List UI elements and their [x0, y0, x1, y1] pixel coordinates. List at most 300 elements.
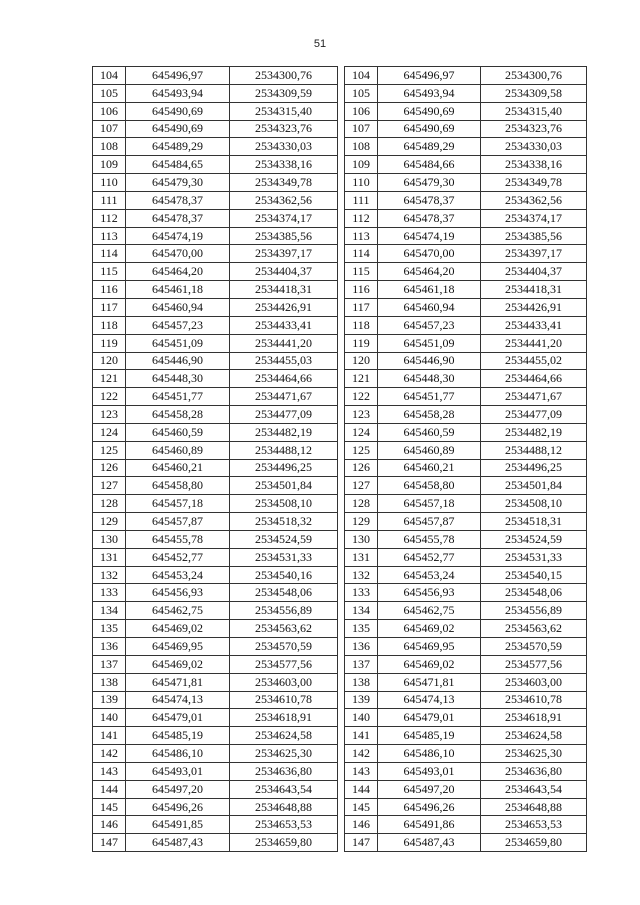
point-number-cell: 118 [93, 316, 126, 334]
table-row [345, 834, 587, 852]
table-row [345, 566, 587, 584]
x-coordinate-cell: 645460,89 [378, 441, 481, 459]
x-coordinate-cell: 645453,24 [378, 566, 481, 584]
point-number-cell: 142 [345, 745, 378, 763]
x-coordinate-cell: 645456,93 [126, 584, 230, 602]
x-coordinate-cell: 645457,23 [126, 316, 230, 334]
y-coordinate-cell: 2534625,30 [481, 745, 587, 763]
point-number-cell: 121 [93, 370, 126, 388]
table-row [345, 138, 587, 156]
table-row [345, 762, 587, 780]
x-coordinate-cell: 645446,90 [126, 352, 230, 370]
y-coordinate-cell: 2534648,88 [230, 798, 338, 816]
x-coordinate-cell: 645451,09 [126, 334, 230, 352]
x-coordinate-cell: 645493,01 [378, 762, 481, 780]
table-row [93, 370, 338, 388]
y-coordinate-cell: 2534488,12 [481, 441, 587, 459]
point-number-cell: 134 [345, 602, 378, 620]
point-number-cell: 129 [93, 513, 126, 531]
point-number-cell: 134 [93, 602, 126, 620]
table-row [345, 798, 587, 816]
point-number-cell: 120 [345, 352, 378, 370]
y-coordinate-cell: 2534404,37 [230, 263, 338, 281]
point-number-cell: 139 [345, 691, 378, 709]
table-row [93, 156, 338, 174]
y-coordinate-cell: 2534464,66 [481, 370, 587, 388]
y-coordinate-cell: 2534570,59 [481, 638, 587, 656]
table-row [345, 530, 587, 548]
y-coordinate-cell: 2534385,56 [230, 227, 338, 245]
y-coordinate-cell: 2534577,56 [230, 655, 338, 673]
y-coordinate-cell: 2534496,25 [481, 459, 587, 477]
x-coordinate-cell: 645458,28 [126, 406, 230, 424]
x-coordinate-cell: 645471,81 [126, 673, 230, 691]
table-row [93, 530, 338, 548]
point-number-cell: 122 [345, 388, 378, 406]
x-coordinate-cell: 645490,69 [378, 102, 481, 120]
table-row [345, 334, 587, 352]
table-row [93, 709, 338, 727]
y-coordinate-cell: 2534508,10 [481, 495, 587, 513]
x-coordinate-cell: 645457,87 [378, 513, 481, 531]
point-number-cell: 104 [93, 67, 126, 85]
table-row [345, 370, 587, 388]
y-coordinate-cell: 2534385,56 [481, 227, 587, 245]
x-coordinate-cell: 645469,02 [126, 620, 230, 638]
x-coordinate-cell: 645496,26 [126, 798, 230, 816]
point-number-cell: 128 [93, 495, 126, 513]
table-row [345, 513, 587, 531]
x-coordinate-cell: 645460,21 [378, 459, 481, 477]
y-coordinate-cell: 2534636,80 [230, 762, 338, 780]
point-number-cell: 130 [345, 530, 378, 548]
x-coordinate-cell: 645446,90 [378, 352, 481, 370]
point-number-cell: 126 [93, 459, 126, 477]
x-coordinate-cell: 645486,10 [378, 745, 481, 763]
point-number-cell: 145 [345, 798, 378, 816]
point-number-cell: 106 [345, 102, 378, 120]
y-coordinate-cell: 2534603,00 [230, 673, 338, 691]
point-number-cell: 111 [345, 191, 378, 209]
table-row [345, 477, 587, 495]
y-coordinate-cell: 2534441,20 [230, 334, 338, 352]
point-number-cell: 112 [345, 209, 378, 227]
y-coordinate-cell: 2534548,06 [481, 584, 587, 602]
y-coordinate-cell: 2534625,30 [230, 745, 338, 763]
y-coordinate-cell: 2534374,17 [481, 209, 587, 227]
y-coordinate-cell: 2534659,80 [481, 834, 587, 852]
y-coordinate-cell: 2534418,31 [230, 281, 338, 299]
x-coordinate-cell: 645485,19 [378, 727, 481, 745]
point-number-cell: 124 [93, 423, 126, 441]
x-coordinate-cell: 645478,37 [126, 209, 230, 227]
x-coordinate-cell: 645470,00 [126, 245, 230, 263]
x-coordinate-cell: 645496,97 [378, 67, 481, 85]
table-row [93, 423, 338, 441]
point-number-cell: 110 [345, 174, 378, 192]
table-row [93, 727, 338, 745]
x-coordinate-cell: 645478,37 [126, 191, 230, 209]
x-coordinate-cell: 645452,77 [378, 548, 481, 566]
y-coordinate-cell: 2534556,89 [230, 602, 338, 620]
y-coordinate-cell: 2534659,80 [230, 834, 338, 852]
table-row [345, 620, 587, 638]
x-coordinate-cell: 645478,37 [378, 209, 481, 227]
table-row [93, 459, 338, 477]
table-row [345, 263, 587, 281]
y-coordinate-cell: 2534349,78 [481, 174, 587, 192]
table-row [93, 334, 338, 352]
x-coordinate-cell: 645489,29 [126, 138, 230, 156]
point-number-cell: 133 [345, 584, 378, 602]
table-row [93, 513, 338, 531]
table-row [93, 191, 338, 209]
table-row [345, 495, 587, 513]
x-coordinate-cell: 645469,95 [378, 638, 481, 656]
point-number-cell: 135 [345, 620, 378, 638]
table-row [345, 709, 587, 727]
table-row [345, 316, 587, 334]
table-row [93, 298, 338, 316]
y-coordinate-cell: 2534540,15 [481, 566, 587, 584]
table-row [93, 281, 338, 299]
table-row [93, 691, 338, 709]
table-row [93, 816, 338, 834]
x-coordinate-cell: 645487,43 [126, 834, 230, 852]
table-row [93, 477, 338, 495]
y-coordinate-cell: 2534362,56 [481, 191, 587, 209]
y-coordinate-cell: 2534610,78 [230, 691, 338, 709]
y-coordinate-cell: 2534563,62 [481, 620, 587, 638]
point-number-cell: 106 [93, 102, 126, 120]
table-row [93, 84, 338, 102]
x-coordinate-cell: 645489,29 [378, 138, 481, 156]
table-row [345, 441, 587, 459]
y-coordinate-cell: 2534397,17 [230, 245, 338, 263]
x-coordinate-cell: 645484,65 [126, 156, 230, 174]
table-row [345, 816, 587, 834]
x-coordinate-cell: 645493,01 [126, 762, 230, 780]
table-row [93, 263, 338, 281]
x-coordinate-cell: 645474,13 [378, 691, 481, 709]
x-coordinate-cell: 645469,02 [126, 655, 230, 673]
point-number-cell: 138 [93, 673, 126, 691]
y-coordinate-cell: 2534315,40 [481, 102, 587, 120]
x-coordinate-cell: 645496,26 [378, 798, 481, 816]
y-coordinate-cell: 2534330,03 [230, 138, 338, 156]
point-number-cell: 109 [93, 156, 126, 174]
x-coordinate-cell: 645448,30 [378, 370, 481, 388]
table-row [93, 352, 338, 370]
table-row [93, 780, 338, 798]
y-coordinate-cell: 2534653,53 [230, 816, 338, 834]
point-number-cell: 105 [93, 84, 126, 102]
table-row [345, 209, 587, 227]
table-row [345, 84, 587, 102]
table-row [345, 602, 587, 620]
point-number-cell: 116 [93, 281, 126, 299]
table-row [345, 423, 587, 441]
y-coordinate-cell: 2534455,03 [230, 352, 338, 370]
table-row [345, 120, 587, 138]
point-number-cell: 124 [345, 423, 378, 441]
table-row [93, 441, 338, 459]
table-row [345, 584, 587, 602]
y-coordinate-cell: 2534323,76 [230, 120, 338, 138]
x-coordinate-cell: 645452,77 [126, 548, 230, 566]
table-row [345, 691, 587, 709]
x-coordinate-cell: 645474,19 [378, 227, 481, 245]
table-row [93, 798, 338, 816]
point-number-cell: 145 [93, 798, 126, 816]
x-coordinate-cell: 645456,93 [378, 584, 481, 602]
x-coordinate-cell: 645493,94 [126, 84, 230, 102]
y-coordinate-cell: 2534624,58 [230, 727, 338, 745]
point-number-cell: 105 [345, 84, 378, 102]
table-row [93, 245, 338, 263]
y-coordinate-cell: 2534524,59 [481, 530, 587, 548]
x-coordinate-cell: 645485,19 [126, 727, 230, 745]
table-row [93, 655, 338, 673]
point-number-cell: 107 [93, 120, 126, 138]
table-row [93, 673, 338, 691]
table-row [93, 67, 338, 85]
x-coordinate-cell: 645469,02 [378, 655, 481, 673]
table-row [345, 102, 587, 120]
table-row [93, 638, 338, 656]
table-row [93, 566, 338, 584]
x-coordinate-cell: 645490,69 [126, 120, 230, 138]
y-coordinate-cell: 2534501,84 [481, 477, 587, 495]
x-coordinate-cell: 645464,20 [126, 263, 230, 281]
point-number-cell: 125 [345, 441, 378, 459]
point-number-cell: 143 [345, 762, 378, 780]
x-coordinate-cell: 645479,30 [126, 174, 230, 192]
x-coordinate-cell: 645493,94 [378, 84, 481, 102]
y-coordinate-cell: 2534471,67 [230, 388, 338, 406]
table-row [93, 406, 338, 424]
x-coordinate-cell: 645487,43 [378, 834, 481, 852]
x-coordinate-cell: 645478,37 [378, 191, 481, 209]
point-number-cell: 136 [345, 638, 378, 656]
y-coordinate-cell: 2534548,06 [230, 584, 338, 602]
point-number-cell: 110 [93, 174, 126, 192]
table-row [345, 673, 587, 691]
point-number-cell: 144 [93, 780, 126, 798]
table-row [345, 227, 587, 245]
y-coordinate-cell: 2534618,91 [481, 709, 587, 727]
point-number-cell: 141 [93, 727, 126, 745]
x-coordinate-cell: 645451,77 [378, 388, 481, 406]
page-number: 51 [313, 38, 327, 50]
table-row [345, 174, 587, 192]
y-coordinate-cell: 2534518,32 [230, 513, 338, 531]
x-coordinate-cell: 645460,94 [378, 298, 481, 316]
y-coordinate-cell: 2534577,56 [481, 655, 587, 673]
table-row [345, 352, 587, 370]
y-coordinate-cell: 2534531,33 [481, 548, 587, 566]
point-number-cell: 147 [93, 834, 126, 852]
x-coordinate-cell: 645491,86 [378, 816, 481, 834]
point-number-cell: 114 [345, 245, 378, 263]
y-coordinate-cell: 2534603,00 [481, 673, 587, 691]
x-coordinate-cell: 645479,30 [378, 174, 481, 192]
y-coordinate-cell: 2534518,31 [481, 513, 587, 531]
x-coordinate-cell: 645470,00 [378, 245, 481, 263]
point-number-cell: 121 [345, 370, 378, 388]
point-number-cell: 136 [93, 638, 126, 656]
table-row [345, 245, 587, 263]
point-number-cell: 119 [345, 334, 378, 352]
x-coordinate-cell: 645490,69 [378, 120, 481, 138]
x-coordinate-cell: 645453,24 [126, 566, 230, 584]
x-coordinate-cell: 645460,59 [126, 423, 230, 441]
x-coordinate-cell: 645455,78 [126, 530, 230, 548]
y-coordinate-cell: 2534643,54 [481, 780, 587, 798]
point-number-cell: 142 [93, 745, 126, 763]
y-coordinate-cell: 2534477,09 [230, 406, 338, 424]
table-row [93, 316, 338, 334]
y-coordinate-cell: 2534618,91 [230, 709, 338, 727]
table-row [93, 120, 338, 138]
point-number-cell: 132 [345, 566, 378, 584]
table-row [93, 548, 338, 566]
point-number-cell: 108 [93, 138, 126, 156]
point-number-cell: 130 [93, 530, 126, 548]
x-coordinate-cell: 645490,69 [126, 102, 230, 120]
point-number-cell: 115 [345, 263, 378, 281]
y-coordinate-cell: 2534531,33 [230, 548, 338, 566]
y-coordinate-cell: 2534524,59 [230, 530, 338, 548]
table-row [345, 156, 587, 174]
point-number-cell: 122 [93, 388, 126, 406]
y-coordinate-cell: 2534323,76 [481, 120, 587, 138]
y-coordinate-cell: 2534362,56 [230, 191, 338, 209]
y-coordinate-cell: 2534464,66 [230, 370, 338, 388]
x-coordinate-cell: 645486,10 [126, 745, 230, 763]
x-coordinate-cell: 645462,75 [126, 602, 230, 620]
table-row [93, 227, 338, 245]
x-coordinate-cell: 645497,20 [378, 780, 481, 798]
point-number-cell: 123 [93, 406, 126, 424]
y-coordinate-cell: 2534624,58 [481, 727, 587, 745]
table-row [93, 745, 338, 763]
y-coordinate-cell: 2534397,17 [481, 245, 587, 263]
table-row [345, 406, 587, 424]
table-row [345, 459, 587, 477]
point-number-cell: 120 [93, 352, 126, 370]
x-coordinate-cell: 645460,59 [378, 423, 481, 441]
point-number-cell: 118 [345, 316, 378, 334]
y-coordinate-cell: 2534374,17 [230, 209, 338, 227]
y-coordinate-cell: 2534404,37 [481, 263, 587, 281]
point-number-cell: 146 [345, 816, 378, 834]
x-coordinate-cell: 645457,18 [126, 495, 230, 513]
y-coordinate-cell: 2534309,59 [230, 84, 338, 102]
x-coordinate-cell: 645457,87 [126, 513, 230, 531]
point-number-cell: 129 [345, 513, 378, 531]
x-coordinate-cell: 645474,13 [126, 691, 230, 709]
coordinates-table-right [344, 66, 587, 852]
y-coordinate-cell: 2534556,89 [481, 602, 587, 620]
x-coordinate-cell: 645460,89 [126, 441, 230, 459]
table-row [345, 281, 587, 299]
x-coordinate-cell: 645479,01 [126, 709, 230, 727]
table-row [93, 174, 338, 192]
x-coordinate-cell: 645496,97 [126, 67, 230, 85]
table-row [93, 209, 338, 227]
y-coordinate-cell: 2534426,91 [230, 298, 338, 316]
table-row [93, 138, 338, 156]
y-coordinate-cell: 2534643,54 [230, 780, 338, 798]
table-row [345, 638, 587, 656]
table-row [345, 655, 587, 673]
y-coordinate-cell: 2534636,80 [481, 762, 587, 780]
point-number-cell: 137 [345, 655, 378, 673]
point-number-cell: 119 [93, 334, 126, 352]
y-coordinate-cell: 2534330,03 [481, 138, 587, 156]
y-coordinate-cell: 2534441,20 [481, 334, 587, 352]
x-coordinate-cell: 645462,75 [378, 602, 481, 620]
point-number-cell: 107 [345, 120, 378, 138]
table-row [345, 191, 587, 209]
point-number-cell: 137 [93, 655, 126, 673]
x-coordinate-cell: 645471,81 [378, 673, 481, 691]
table-row [345, 298, 587, 316]
y-coordinate-cell: 2534315,40 [230, 102, 338, 120]
x-coordinate-cell: 645457,23 [378, 316, 481, 334]
y-coordinate-cell: 2534309,58 [481, 84, 587, 102]
table-row [345, 548, 587, 566]
x-coordinate-cell: 645448,30 [126, 370, 230, 388]
x-coordinate-cell: 645479,01 [378, 709, 481, 727]
table-row [345, 727, 587, 745]
y-coordinate-cell: 2534455,02 [481, 352, 587, 370]
point-number-cell: 146 [93, 816, 126, 834]
point-number-cell: 114 [93, 245, 126, 263]
table-row [93, 620, 338, 638]
point-number-cell: 111 [93, 191, 126, 209]
x-coordinate-cell: 645458,28 [378, 406, 481, 424]
x-coordinate-cell: 645461,18 [126, 281, 230, 299]
y-coordinate-cell: 2534338,16 [481, 156, 587, 174]
x-coordinate-cell: 645497,20 [126, 780, 230, 798]
y-coordinate-cell: 2534477,09 [481, 406, 587, 424]
point-number-cell: 131 [345, 548, 378, 566]
y-coordinate-cell: 2534426,91 [481, 298, 587, 316]
table-row [93, 495, 338, 513]
point-number-cell: 132 [93, 566, 126, 584]
x-coordinate-cell: 645460,21 [126, 459, 230, 477]
x-coordinate-cell: 645464,20 [378, 263, 481, 281]
point-number-cell: 115 [93, 263, 126, 281]
y-coordinate-cell: 2534482,19 [230, 423, 338, 441]
point-number-cell: 140 [345, 709, 378, 727]
point-number-cell: 125 [93, 441, 126, 459]
point-number-cell: 127 [93, 477, 126, 495]
y-coordinate-cell: 2534496,25 [230, 459, 338, 477]
point-number-cell: 140 [93, 709, 126, 727]
x-coordinate-cell: 645455,78 [378, 530, 481, 548]
table-row [93, 602, 338, 620]
x-coordinate-cell: 645491,85 [126, 816, 230, 834]
table-row [93, 762, 338, 780]
y-coordinate-cell: 2534482,19 [481, 423, 587, 441]
y-coordinate-cell: 2534433,41 [481, 316, 587, 334]
x-coordinate-cell: 645484,66 [378, 156, 481, 174]
x-coordinate-cell: 645458,80 [378, 477, 481, 495]
y-coordinate-cell: 2534570,59 [230, 638, 338, 656]
